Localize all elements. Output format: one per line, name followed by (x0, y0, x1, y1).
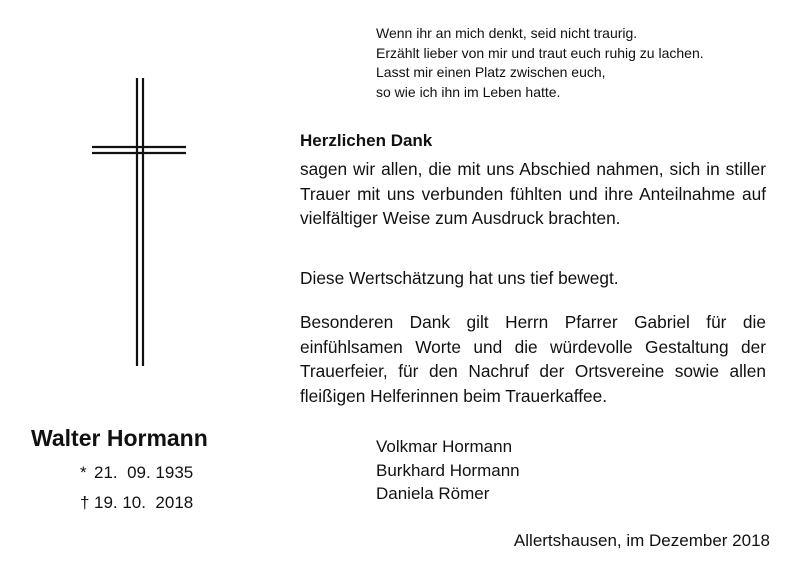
signer-name: Daniela Römer (376, 484, 490, 503)
birth-date: 21. 09. 1935 (94, 463, 194, 482)
birth-symbol: * (80, 463, 87, 482)
thanks-paragraph: Besonderen Dank gilt Herrn Pfarrer Gabriel für die einfühlsamen Worte und die würdevolle Gestaltung der Trauerfeier, für den Nachruf der Ortsvereine sowie allen fleißigen Helferinnen beim Trauerkaffee. (300, 312, 766, 406)
poem (376, 24, 776, 102)
poem-line: Wenn ihr an mich denkt, seid nicht traurig. (376, 25, 638, 41)
signers (376, 435, 520, 506)
signer-name: Volkmar Hormann (376, 437, 513, 456)
poem-line: Erzählt lieber von mir und traut euch ruhig zu lachen. (376, 44, 704, 61)
latin-cross-icon (92, 78, 186, 366)
poem-line: so wie ich ihn im Leben hatte. (376, 83, 561, 100)
thanks-paragraph: sagen wir allen, die mit uns Abschied nahmen, sich in stiller Trauer mit uns verbunden fühlten und ihre Anteilnahme auf vielfältiger Weise zum Ausdruck brachten. (300, 159, 766, 228)
death-date-row (80, 492, 193, 514)
poem-line: Lasst mir einen Platz zwischen euch, (376, 64, 606, 80)
thanks-heading: Herzlichen Dank (300, 131, 433, 150)
birth-date-row (80, 462, 193, 484)
deceased-name: Walter Hormann (31, 425, 208, 451)
death-symbol: † (80, 493, 90, 512)
thanks-paragraph: Diese Wertschätzung hat uns tief bewegt. (300, 268, 619, 288)
death-date: 19. 10. 2018 (94, 493, 194, 512)
place-date: Allertshausen, im Dezember 2018 (513, 531, 770, 550)
signer-name: Burkhard Hormann (376, 460, 520, 480)
